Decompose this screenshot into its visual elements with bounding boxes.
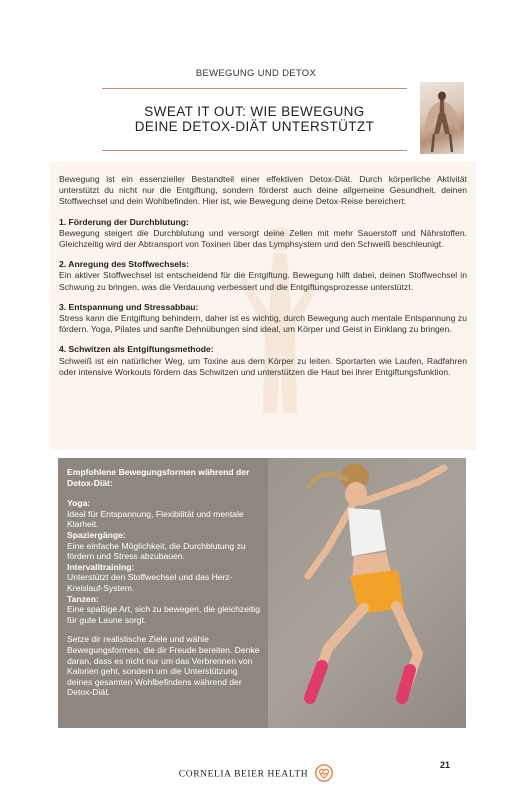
- page-title-line-1: SWEAT IT OUT: WIE BEWEGUNG: [144, 104, 365, 119]
- rec-item-dance-name: Tanzen:: [67, 593, 99, 604]
- title-divider-top: [102, 88, 407, 89]
- rec-item-walks-desc: Eine einfache Möglichkeit, die Durchblutung zu fördern und Stress abzubauen.: [67, 540, 246, 562]
- section-1-heading: 1. Förderung der Durchblutung:: [59, 216, 189, 227]
- recommendations-box: [58, 458, 268, 728]
- page-title: [102, 104, 407, 134]
- rec-item-dance-desc: Eine spaßige Art, sich zu bewegen, die gleichzeitig für gute Laune sorgt.: [67, 604, 260, 625]
- title-divider-bottom: [102, 150, 407, 151]
- section-1-text: Bewegung steigert die Durchblutung und versorgt deine Zellen mit mehr Sauerstoff und Nährstoffen. Gleichzeitig wird der Abtransport von Toxinen über das Lymphsystem und den Schweiß beschleunigt.: [59, 227, 467, 250]
- hero-dancer-photo: [420, 82, 464, 154]
- intro-paragraph: Bewegung ist ein essenzieller Bestandteil einer effektiven Detox-Diät. Durch körperliche Aktivität unterstützt du nicht nur die Entgiftung, sondern förderst auch deine allgemeine Gesundheit, deinen Stoffwechsel und dein Wohlbefinden. Hier ist, wie Bewegung deine Detox-Reise bereichert:: [59, 174, 467, 207]
- section-3-heading: 3. Entspannung und Stressabbau:: [59, 301, 199, 312]
- section-2-heading: 2. Anregung des Stoffwechsels:: [59, 259, 190, 270]
- section-4-text: Schweiß ist ein natürlicher Weg, um Toxine aus dem Körper zu leiten. Sportarten wie Laufen, Radfahren oder intensive Workouts fördern das Schwitzen und unterstützen die Haut bei ihrer Entgiftungsfunktion.: [59, 355, 467, 377]
- rec-item-walks-name: Spaziergänge:: [67, 529, 126, 540]
- jumping-woman-icon: [268, 458, 466, 728]
- recommendations-closing: Setze dir realistische Ziele und wähle Bewegungsformen, die dir Freude bereiten. Denke daran, dass es nicht nur um das Verbrennen von Kalorien geht, sondern um die Unterstützung deines gesamten Wohlbefindens während der Detox-Diät.: [67, 634, 260, 698]
- section-2: [59, 259, 467, 293]
- section-label: BEWEGUNG UND DETOX: [195, 68, 317, 79]
- dancer-silhouette-icon: [420, 82, 464, 154]
- main-content-box: [50, 162, 476, 450]
- footer-brand: [0, 764, 512, 785]
- page-number: 21: [440, 760, 451, 770]
- body-text: [59, 174, 467, 387]
- rec-item-interval-desc: Unterstützt den Stoffwechsel und das Herz-Kreislauf-System.: [67, 572, 233, 593]
- heart-heartbeat-logo-icon: [315, 764, 333, 785]
- section-4: [59, 344, 467, 378]
- jumping-dancer-photo: [268, 458, 466, 728]
- rec-item-yoga-name: Yoga:: [67, 498, 91, 509]
- section-2-text: Ein aktiver Stoffwechsel ist entscheidend für die Entgiftung. Bewegung hilft dabei, deinen Stoffwechsel in Schwung zu bringen, was die Verdauung verbessert und die Entgiftungsprozesse unterstützt.: [59, 270, 467, 292]
- rec-item-yoga-desc: Ideal für Entspannung, Flexibilität und mentale Klarheit.: [67, 508, 244, 530]
- section-1: [59, 217, 467, 251]
- rec-item-interval-name: Intervalltraining:: [67, 561, 135, 572]
- section-3: [59, 302, 467, 336]
- section-4-heading: 4. Schwitzen als Entgiftungsmethode:: [59, 344, 214, 355]
- recommendations-text: [67, 467, 263, 698]
- section-3-text: Stress kann die Entgiftung behindern, daher ist es wichtig, durch Bewegung auch mentale Entspannung zu fördern. Yoga, Pilates und sanfte Dehnübungen sind ideal, um Körper und Geist in Einklang zu bringen.: [59, 313, 467, 335]
- brand-name: CORNELIA BEIER HEALTH: [178, 769, 309, 780]
- recommendations-title: Empfohlene Bewegungsformen während der Detox-Diät:: [67, 467, 250, 488]
- page-title-line-2: DEINE DETOX-DIÄT UNTERSTÜTZT: [134, 119, 375, 134]
